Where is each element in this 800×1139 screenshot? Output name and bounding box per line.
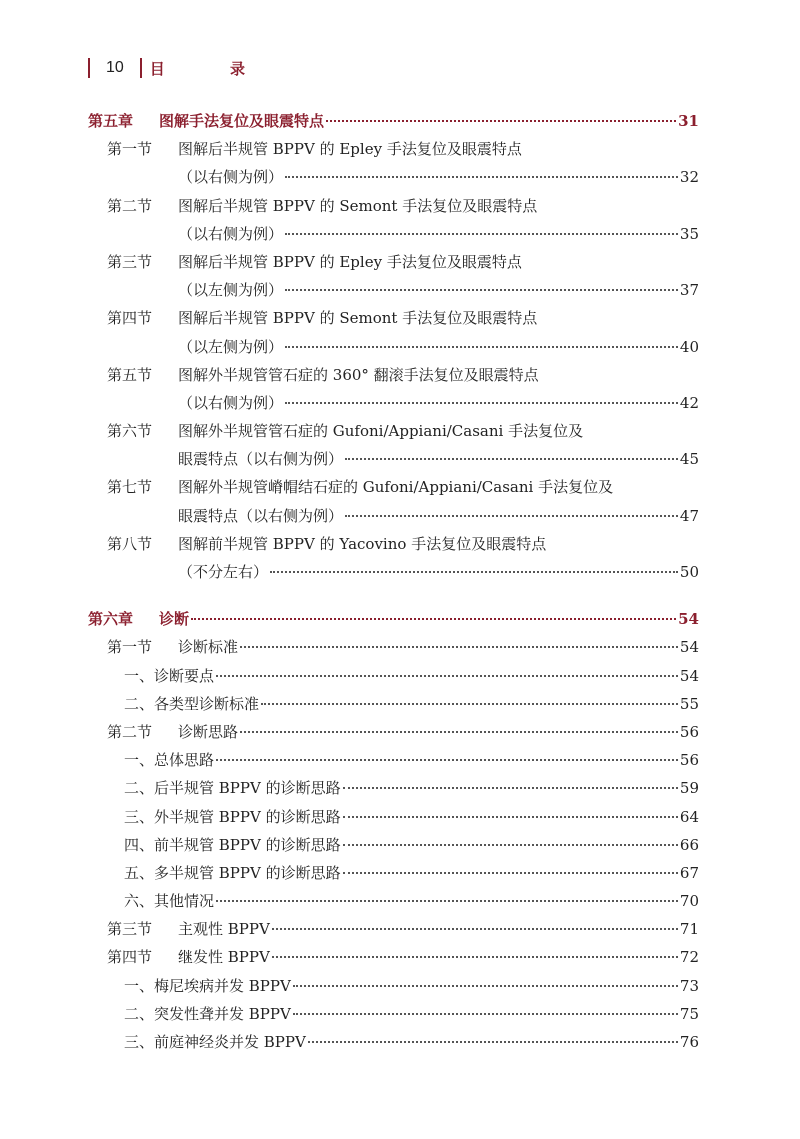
toc-entry-title: 图解外半规管嵴帽结石症的 Gufoni/Appiani/Casani 手法复位及 [178, 478, 614, 497]
toc-entry-cont[interactable] [88, 558, 699, 586]
dot-leader [326, 120, 676, 122]
dot-leader [285, 289, 678, 291]
toc-entry-sec[interactable] [88, 718, 699, 746]
toc-entry-title: （以左侧为例） [178, 281, 284, 300]
toc-entry-title: 二、各类型诊断标准 [124, 694, 260, 713]
dot-leader [285, 346, 678, 348]
toc-entry-sec[interactable] [88, 417, 699, 445]
header-divider [88, 58, 90, 78]
toc-entry-sec[interactable] [88, 248, 699, 276]
toc-entry-sec[interactable] [88, 633, 699, 661]
toc-entry-page: 54 [679, 666, 699, 685]
toc-entry-page: 54 [678, 610, 699, 629]
dot-leader [240, 646, 678, 648]
dot-leader [285, 402, 678, 404]
toc-entry-title: 图解前半规管 BPPV 的 Yacovino 手法复位及眼震特点 [178, 534, 547, 553]
toc-entry-sec[interactable] [88, 915, 699, 943]
toc-entry-page: 67 [679, 863, 699, 882]
toc-entry-page: 72 [679, 948, 699, 967]
toc-entry-item[interactable] [88, 803, 699, 831]
dot-leader [293, 1013, 678, 1015]
toc-entry-title: 眼震特点（以右侧为例） [178, 506, 344, 525]
toc-entry-page: 50 [679, 563, 699, 581]
toc-entry-cont[interactable] [88, 220, 699, 248]
toc-entry-sec[interactable] [88, 473, 699, 501]
toc-entry-label: 第三节 [107, 252, 153, 271]
toc-entry-cont[interactable] [88, 502, 699, 530]
dot-leader [191, 618, 676, 620]
page-number: 10 [106, 59, 124, 76]
toc-entry-page: 56 [679, 722, 699, 741]
toc-entry-page: 35 [679, 224, 699, 243]
toc-entry-page: 75 [679, 1004, 699, 1023]
toc-entry-page: 73 [679, 976, 699, 995]
toc-entry-label: 第六章 [88, 610, 134, 629]
toc-entry-title: 一、总体思路 [124, 751, 215, 770]
toc-entry-cont[interactable] [88, 333, 699, 361]
toc-entry-label: 第五节 [107, 365, 153, 384]
toc-entry-title: 诊断思路 [178, 722, 239, 741]
toc-entry-sec[interactable] [88, 943, 699, 971]
dot-leader [240, 731, 678, 733]
toc-entry-title: 图解外半规管管石症的 Gufoni/Appiani/Casani 手法复位及 [178, 422, 584, 441]
toc-entry-label: 第四节 [107, 948, 153, 967]
toc-entry-title: 三、外半规管 BPPV 的诊断思路 [124, 807, 341, 826]
toc-entry-item[interactable] [88, 972, 699, 1000]
toc-entry-title: 图解外半规管管石症的 360° 翻滚手法复位及眼震特点 [178, 365, 539, 384]
toc-entry-cont[interactable] [88, 276, 699, 304]
toc-entry-label: 第四节 [107, 309, 153, 328]
dot-leader [216, 675, 678, 677]
toc-entry-label: 第五章 [88, 112, 134, 130]
toc-entry-title: （以右侧为例） [178, 168, 284, 187]
dot-leader [216, 900, 678, 902]
dot-leader [343, 844, 678, 846]
toc-entry-sec[interactable] [88, 530, 699, 558]
toc-entry-label: 第八节 [107, 534, 153, 553]
dot-leader [285, 176, 678, 178]
toc-entry-label: 第三节 [107, 920, 153, 939]
toc-entry-sec[interactable] [88, 192, 699, 220]
toc-entry-page: 71 [679, 920, 699, 939]
toc-entry-title: （以右侧为例） [178, 393, 284, 412]
toc-entry-item[interactable] [88, 887, 699, 915]
dot-leader [343, 816, 678, 818]
toc-entry-item[interactable] [88, 690, 699, 718]
toc-entry-title: 主观性 BPPV [178, 920, 270, 939]
toc-entry-title: 图解后半规管 BPPV 的 Epley 手法复位及眼震特点 [178, 140, 522, 159]
toc-entry-label: 第一节 [107, 140, 153, 159]
dot-leader [343, 872, 678, 874]
toc-entry-item[interactable] [88, 662, 699, 690]
dot-leader [308, 1041, 678, 1043]
toc-entry-item[interactable] [88, 774, 699, 802]
toc-entry-title: 图解后半规管 BPPV 的 Semont 手法复位及眼震特点 [178, 309, 538, 328]
dot-leader [345, 515, 678, 517]
toc-entry-sec[interactable] [88, 135, 699, 163]
toc-entry-sec[interactable] [88, 361, 699, 389]
toc-entry-cont[interactable] [88, 389, 699, 417]
dot-leader [345, 458, 678, 460]
toc-entry-page: 76 [679, 1033, 699, 1051]
toc-entry-title: 四、前半规管 BPPV 的诊断思路 [124, 835, 341, 854]
toc-entry-page: 31 [678, 112, 699, 130]
toc-entry-title: 二、突发性聋并发 BPPV [124, 1004, 291, 1023]
toc-entry-title: 二、后半规管 BPPV 的诊断思路 [124, 779, 341, 798]
toc-entry-cont[interactable] [88, 163, 699, 191]
toc-entry-item[interactable] [88, 1028, 699, 1056]
toc-entry-item[interactable] [88, 746, 699, 774]
toc-entry-title: （以右侧为例） [178, 224, 284, 243]
header-divider [140, 58, 142, 78]
dot-leader [270, 571, 678, 573]
toc-entry-title: 图解手法复位及眼震特点 [159, 112, 325, 130]
toc-entry-title: 六、其他情况 [124, 892, 215, 911]
header-title: 目 录 [149, 59, 276, 78]
toc-entry-page: 45 [679, 450, 699, 469]
toc-entry-page: 54 [679, 638, 699, 657]
toc-entry-title: 继发性 BPPV [178, 948, 270, 967]
toc-entry-chapter[interactable] [88, 107, 699, 135]
dot-leader [293, 985, 678, 987]
toc-entry-title: 五、多半规管 BPPV 的诊断思路 [124, 863, 341, 882]
toc-entry-page: 37 [679, 281, 699, 300]
dot-leader [272, 956, 678, 958]
toc-entry-sec[interactable] [88, 304, 699, 332]
toc-entry-page: 70 [679, 892, 699, 911]
dot-leader [285, 233, 678, 235]
dot-leader [216, 759, 678, 761]
toc-entry-label: 第七节 [107, 478, 153, 497]
toc-entry-title: （以左侧为例） [178, 337, 284, 356]
toc-entry-page: 40 [679, 337, 699, 356]
toc-entry-item[interactable] [88, 859, 699, 887]
toc-entry-chapter[interactable] [88, 605, 699, 633]
dot-leader [261, 703, 678, 705]
toc-entry-page: 56 [679, 751, 699, 770]
toc-entry-title: 眼震特点（以右侧为例） [178, 450, 344, 469]
toc-entry-page: 32 [679, 168, 699, 187]
toc-entry-cont[interactable] [88, 445, 699, 473]
toc-entry-title: 图解后半规管 BPPV 的 Epley 手法复位及眼震特点 [178, 252, 522, 271]
toc-entry-page: 47 [679, 506, 699, 525]
toc-entry-item[interactable] [88, 831, 699, 859]
toc-entry-page: 64 [679, 807, 699, 826]
toc-entry-title: 三、前庭神经炎并发 BPPV [124, 1033, 306, 1051]
dot-leader [272, 928, 678, 930]
toc-entry-title: 图解后半规管 BPPV 的 Semont 手法复位及眼震特点 [178, 196, 538, 215]
dot-leader [343, 787, 678, 789]
toc-entry-title: （不分左右） [178, 563, 269, 581]
toc-entry-label: 第六节 [107, 422, 153, 441]
toc-entry-label: 第二节 [107, 196, 153, 215]
toc-entry-title: 诊断标准 [178, 638, 239, 657]
toc-entry-page: 42 [679, 393, 699, 412]
table-of-contents [88, 107, 699, 1056]
toc-entry-page: 66 [679, 835, 699, 854]
toc-entry-title: 一、梅尼埃病并发 BPPV [124, 976, 291, 995]
toc-entry-label: 第二节 [107, 722, 153, 741]
toc-entry-label: 第一节 [107, 638, 153, 657]
toc-entry-page: 55 [679, 694, 699, 713]
toc-entry-page: 59 [679, 779, 699, 798]
toc-entry-item[interactable] [88, 1000, 699, 1028]
toc-entry-title: 诊断 [159, 610, 190, 629]
running-header [88, 58, 275, 78]
toc-entry-title: 一、诊断要点 [124, 666, 215, 685]
